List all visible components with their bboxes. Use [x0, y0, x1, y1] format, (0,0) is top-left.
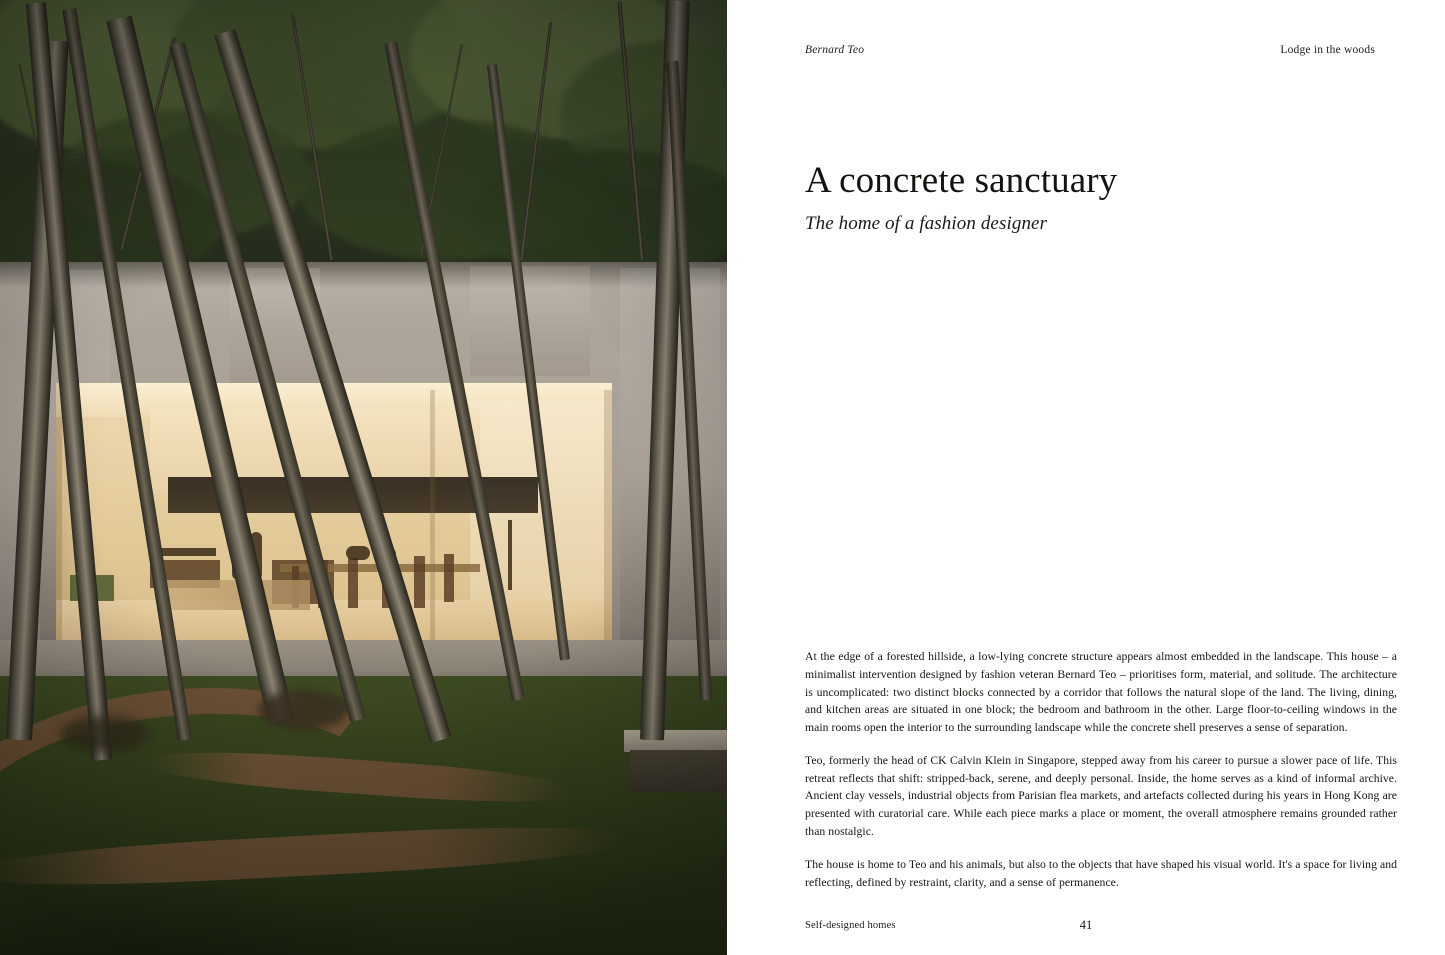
text-page	[727, 0, 1445, 955]
running-head-author: Bernard Teo	[805, 44, 865, 56]
title-block	[805, 160, 1365, 235]
body-paragraph: The house is home to Teo and his animals, but also to the objects that have shaped his visual world. It's a space for living and reflecting, defined by restraint, clarity, and a sense of permanence.	[805, 857, 1397, 889]
chair	[348, 558, 358, 608]
page-subtitle: The home of a fashion designer	[805, 213, 1048, 235]
body-paragraph: Teo, formerly the head of CK Calvin Klein in Singapore, stepped away from his career to pursue a slower pace of life. This retreat reflects that shift: stripped-back, serene, and deeply personal. Inside, the home serves as a kind of informal archive. Ancient clay vessels, industrial objects from Parisian flea markets, and artefacts collected during his years in Hong Kong are presented with curatorial care. While each piece marks a place or moment, the overall atmosphere remains grounded rather than nostalgic.	[805, 753, 1397, 839]
body-paragraph: At the edge of a forested hillside, a low-lying concrete structure appears almost embedded in the landscape. This house – a minimalist intervention designed by fashion veteran Bernard Teo – prioritises form, material, and solitude. The architecture is uncomplicated: two distinct blocks connected by a corridor that follows the natural slope of the land. The living, dining, and kitchen areas are situated in one block; the bedroom and bathroom in the other. Large floor-to-ceiling windows in the main rooms open the interior to the surrounding landscape while the concrete shell preserves a sense of separation.	[805, 650, 1397, 735]
bench-shadow	[630, 750, 727, 792]
article-body	[805, 648, 1397, 891]
bowl	[346, 546, 370, 560]
chair	[414, 556, 425, 608]
interior-column	[604, 390, 612, 642]
footer-section-label: Self-designed homes	[805, 920, 896, 931]
tree-root-flare	[60, 716, 150, 752]
floor-lamp	[508, 520, 512, 590]
page-title: A concrete sanctuary	[805, 160, 1118, 201]
interior-column	[430, 390, 435, 640]
page-number: 41	[1079, 918, 1093, 932]
interior-column	[56, 383, 62, 645]
tree-root-flare	[258, 690, 348, 730]
running-head-chapter: Lodge in the woods	[1280, 44, 1375, 56]
floor-rug	[160, 580, 310, 610]
chair	[444, 554, 454, 602]
